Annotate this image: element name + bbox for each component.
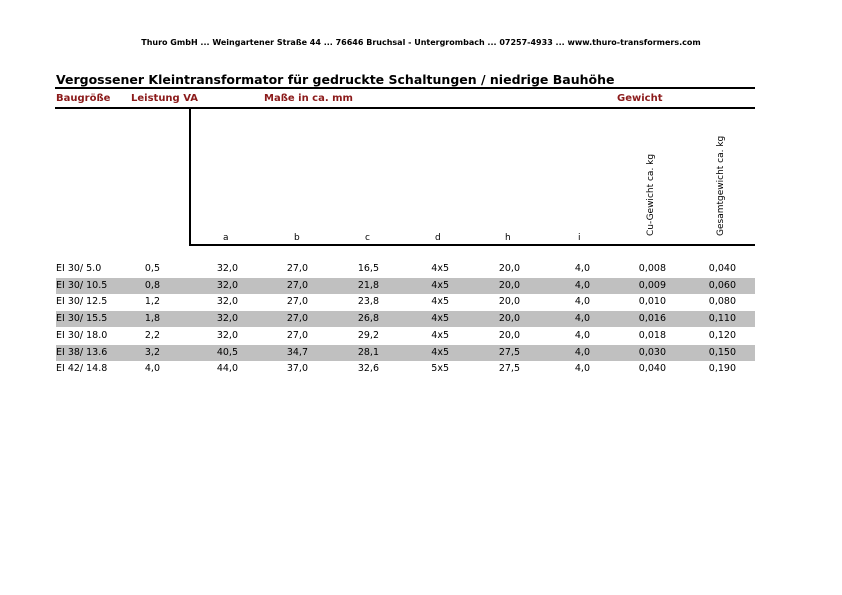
column-header-masse: Maße in ca. mm: [264, 93, 353, 104]
table-cell: 20,0: [498, 279, 520, 291]
table-cell: 4,0: [574, 313, 590, 325]
dimension-letter-a: a: [223, 233, 229, 243]
table-cell: 20,0: [498, 329, 520, 341]
table-row: [56, 261, 755, 277]
dimension-letter-h: h: [505, 233, 511, 243]
table-cell: 4,0: [574, 329, 590, 341]
table-cell: 23,8: [357, 296, 379, 308]
table-cell: 0,030: [638, 346, 666, 358]
table-cell: 2,2: [144, 329, 160, 341]
table-cell: 4x5: [431, 313, 449, 325]
table-cell: 0,018: [638, 329, 666, 341]
table-cell: 27,5: [498, 346, 520, 358]
table-row: [56, 361, 755, 377]
table-cell: 4,0: [574, 296, 590, 308]
table-cell: 27,0: [286, 313, 308, 325]
table-cell: 27,0: [286, 329, 308, 341]
dimension-letter-d: d: [435, 233, 441, 243]
dimension-letter-b: b: [294, 233, 300, 243]
table-row: [56, 311, 755, 327]
table-cell: EI 30/ 5.0: [56, 263, 102, 274]
table-cell: 32,0: [216, 263, 238, 274]
table-cell: 0,8: [144, 279, 160, 291]
table-cell: 28,1: [357, 346, 379, 358]
table-cell: 4,0: [574, 263, 590, 274]
table-cell: 32,0: [216, 279, 238, 291]
table-cell: EI 30/ 10.5: [56, 279, 108, 291]
dimension-header-rule: [189, 244, 755, 246]
table-cell: 27,0: [286, 296, 308, 308]
dimension-letter-i: i: [578, 233, 581, 243]
table-cell: 0,190: [708, 363, 736, 375]
table-cell: 34,7: [286, 346, 308, 358]
table-cell: 29,2: [357, 329, 379, 341]
table-row: [56, 294, 755, 310]
total-weight-label: Gesamtgewicht ca. kg: [716, 135, 726, 236]
table-cell: 4x5: [431, 296, 449, 308]
table-row: [56, 345, 755, 361]
table-cell: EI 30/ 15.5: [56, 313, 108, 325]
table-cell: 4,0: [144, 363, 160, 375]
column-divider: [189, 107, 191, 246]
table-cell: 4x5: [431, 346, 449, 358]
table-cell: 4x5: [431, 329, 449, 341]
table-cell: 20,0: [498, 313, 520, 325]
table-cell: EI 38/ 13.6: [56, 346, 108, 358]
table-cell: 0,040: [708, 263, 736, 274]
table-cell: 1,8: [144, 313, 160, 325]
column-header-baugroesse: Baugröße: [56, 93, 111, 104]
table-cell: 32,0: [216, 329, 238, 341]
company-header: Thuro GmbH ... Weingartener Straße 44 ... 76646 Bruchsal - Untergrombach ... 07257-4933 ... www.thuro-transformers.com: [141, 38, 701, 47]
table-row: [56, 328, 755, 344]
table-cell: 27,5: [498, 363, 520, 375]
table-cell: 4x5: [431, 279, 449, 291]
table-cell: 16,5: [357, 263, 379, 274]
table-cell: 44,0: [216, 363, 238, 375]
table-cell: 32,0: [216, 313, 238, 325]
cu-weight-label: Cu-Gewicht ca. kg: [646, 153, 656, 236]
table-cell: 0,150: [708, 346, 736, 358]
table-cell: 32,0: [216, 296, 238, 308]
table-cell: 0,040: [638, 363, 666, 375]
table-cell: 27,0: [286, 263, 308, 274]
table-cell: 0,008: [638, 263, 666, 274]
table-cell: 20,0: [498, 263, 520, 274]
table-cell: EI 30/ 12.5: [56, 296, 108, 308]
table-cell: 0,016: [638, 313, 666, 325]
table-cell: 27,0: [286, 279, 308, 291]
table-cell: 0,060: [708, 279, 736, 291]
title-underline: [55, 87, 755, 89]
column-header-gewicht: Gewicht: [617, 93, 663, 104]
table-cell: 0,080: [708, 296, 736, 308]
table-cell: 4,0: [574, 363, 590, 375]
table-cell: 4,0: [574, 279, 590, 291]
column-header-leistung: Leistung VA: [131, 93, 198, 104]
table-cell: 4,0: [574, 346, 590, 358]
table-cell: EI 42/ 14.8: [56, 363, 108, 375]
table-cell: 26,8: [357, 313, 379, 325]
header-bottom-rule: [55, 107, 755, 109]
table-cell: 5x5: [431, 363, 449, 375]
table-cell: 40,5: [216, 346, 238, 358]
table-row: [56, 278, 755, 294]
table-cell: 0,009: [638, 279, 666, 291]
table-cell: 37,0: [286, 363, 308, 375]
table-cell: 0,120: [708, 329, 736, 341]
table-cell: 3,2: [144, 346, 160, 358]
table-cell: 32,6: [357, 363, 379, 375]
table-cell: 0,110: [708, 313, 736, 325]
table-cell: 4x5: [431, 263, 449, 274]
table-cell: EI 30/ 18.0: [56, 329, 108, 341]
table-cell: 1,2: [144, 296, 160, 308]
table-cell: 21,8: [357, 279, 379, 291]
table-cell: 0,010: [638, 296, 666, 308]
dimension-letter-c: c: [365, 233, 370, 243]
document-title: Vergossener Kleintransformator für gedruckte Schaltungen / niedrige Bauhöhe: [56, 72, 615, 87]
table-cell: 20,0: [498, 296, 520, 308]
table-cell: 0,5: [144, 263, 160, 274]
